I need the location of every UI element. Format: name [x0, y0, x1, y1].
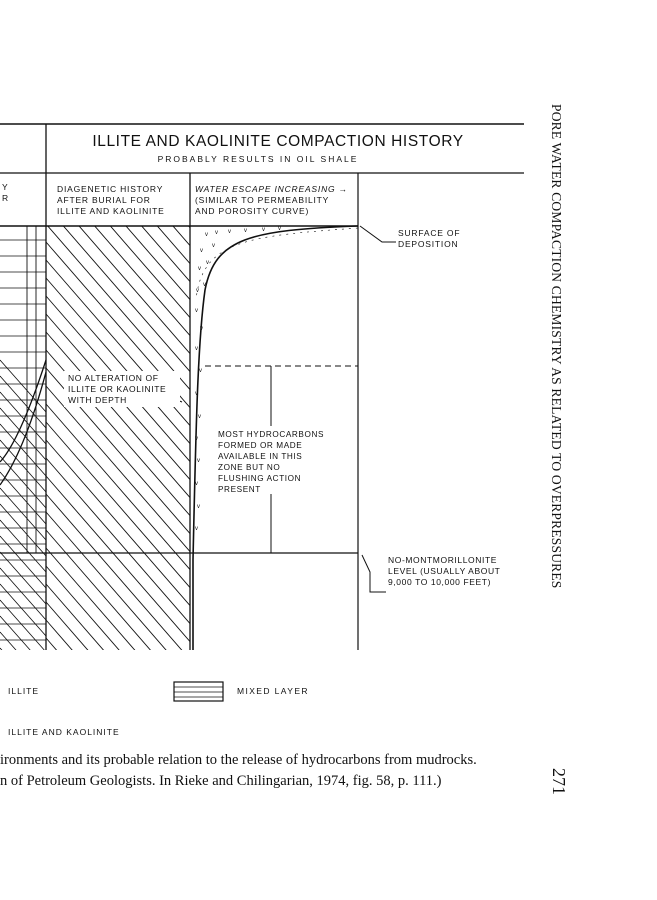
svg-text:FLUSHING ACTION: FLUSHING ACTION — [218, 474, 302, 483]
svg-text:v: v — [197, 458, 200, 464]
svg-text:v: v — [195, 308, 198, 314]
svg-text:v: v — [203, 282, 206, 288]
svg-text:ILLITE AND KAOLINITE: ILLITE AND KAOLINITE — [57, 206, 165, 216]
figure-title: ILLITE AND KAOLINITE COMPACTION HISTORY — [92, 133, 464, 150]
svg-text:v: v — [215, 230, 218, 236]
svg-text:WITH DEPTH: WITH DEPTH — [68, 395, 127, 405]
svg-text:v: v — [200, 248, 203, 254]
svg-text:NO ALTERATION OF: NO ALTERATION OF — [68, 373, 159, 383]
col1-header — [57, 184, 165, 216]
legend-illite-kaolinite: ILLITE AND KAOLINITE — [8, 727, 120, 737]
col2-header — [195, 184, 348, 216]
svg-text:v: v — [198, 414, 201, 420]
caption-line-2: n of Petroleum Geologists. In Rieke and Chilingarian, 1974, fig. 58, p. 111.) — [0, 773, 442, 789]
legend — [8, 682, 309, 737]
svg-text:DIAGENETIC HISTORY: DIAGENETIC HISTORY — [57, 184, 164, 194]
legend-illite: ILLITE — [8, 686, 40, 696]
svg-text:v: v — [205, 232, 208, 238]
svg-text:v: v — [195, 391, 198, 397]
svg-text:NO-MONTMORILLONITE: NO-MONTMORILLONITE — [388, 555, 498, 565]
svg-text:WATER ESCAPE INCREASING →: WATER ESCAPE INCREASING → — [195, 184, 348, 194]
svg-text:v: v — [195, 346, 198, 352]
svg-text:v: v — [195, 526, 198, 532]
svg-text:MOST HYDROCARBONS: MOST HYDROCARBONS — [218, 430, 325, 439]
left-fragment-bottom: R — [2, 193, 9, 203]
svg-text:v: v — [196, 288, 199, 294]
legend-mixed-layer-swatch — [174, 682, 223, 701]
left-fragment-column — [0, 226, 46, 748]
svg-text:FORMED OR MADE: FORMED OR MADE — [218, 441, 303, 450]
svg-text:v: v — [199, 368, 202, 374]
svg-text:ZONE BUT NO: ZONE BUT NO — [218, 463, 281, 472]
svg-text:v: v — [197, 504, 200, 510]
svg-text:SURFACE OF: SURFACE OF — [398, 228, 461, 238]
svg-text:v: v — [195, 481, 198, 487]
svg-text:v: v — [244, 228, 247, 234]
svg-text:LEVEL (USUALLY ABOUT: LEVEL (USUALLY ABOUT — [388, 566, 501, 576]
svg-text:AVAILABLE IN THIS: AVAILABLE IN THIS — [218, 452, 303, 461]
left-fragment-top: Y — [2, 182, 8, 192]
svg-text:PRESENT: PRESENT — [218, 485, 261, 494]
svg-text:AND POROSITY CURVE): AND POROSITY CURVE) — [195, 206, 310, 216]
svg-text:v: v — [212, 243, 215, 249]
running-head: PORE WATER COMPACTION CHEMISTRY AS RELATED TO OVERPRESSURES — [549, 104, 564, 589]
svg-text:(SIMILAR TO PERMEABILITY: (SIMILAR TO PERMEABILITY — [195, 195, 330, 205]
svg-text:v: v — [206, 260, 209, 266]
figure-subtitle: PROBABLY RESULTS IN OIL SHALE — [157, 154, 359, 164]
svg-text:DEPOSITION: DEPOSITION — [398, 239, 459, 249]
svg-text:ILLITE OR KAOLINITE: ILLITE OR KAOLINITE — [68, 384, 167, 394]
leader-lines — [148, 226, 396, 592]
svg-text:v: v — [198, 266, 201, 272]
svg-text:v: v — [228, 229, 231, 235]
label-no-montmorillonite — [388, 555, 500, 587]
legend-mixed-layer: MIXED LAYER — [237, 686, 309, 696]
page-number: 271 — [549, 768, 569, 795]
svg-text:v: v — [195, 436, 198, 442]
svg-text:v: v — [200, 326, 203, 332]
svg-text:v: v — [278, 226, 281, 232]
caption-line-1: ironments and its probable relation to the release of hydrocarbons from mudrocks. — [0, 752, 477, 768]
svg-text:AFTER BURIAL FOR: AFTER BURIAL FOR — [57, 195, 151, 205]
svg-text:9,000 TO 10,000 FEET): 9,000 TO 10,000 FEET) — [388, 577, 492, 587]
label-surface-of-deposition — [398, 228, 460, 249]
svg-text:v: v — [262, 227, 265, 233]
